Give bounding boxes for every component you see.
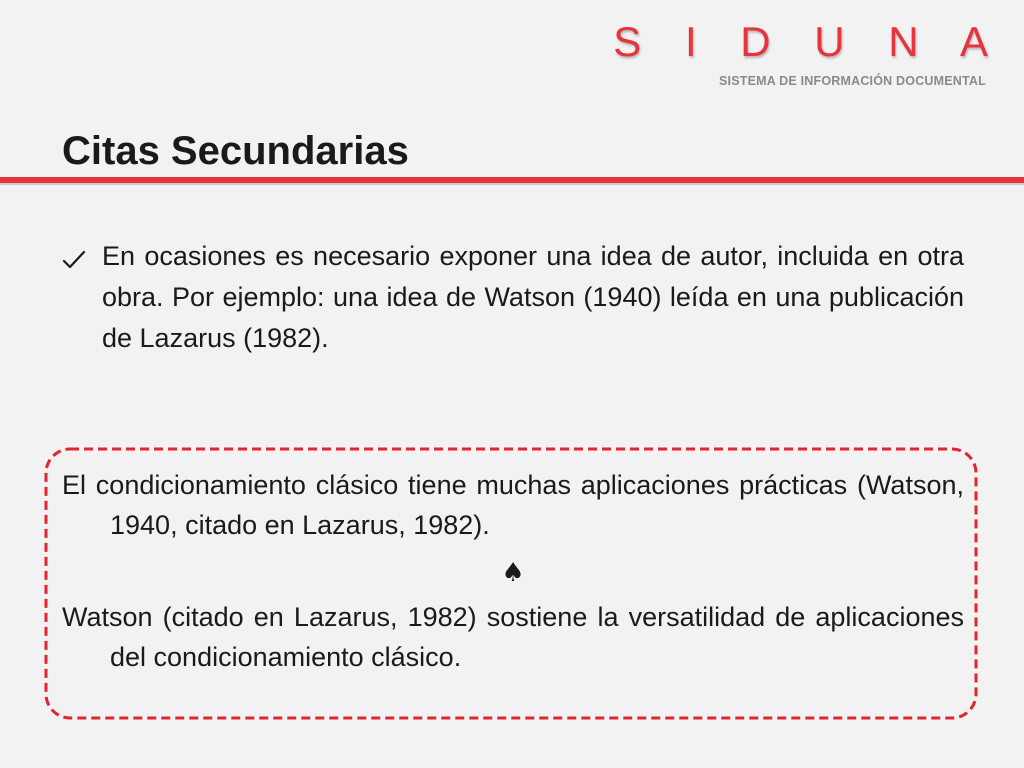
example-content (62, 465, 964, 677)
check-icon (62, 250, 86, 270)
example-paragraph-2: Watson (citado en Lazarus, 1982) sostiene la versatilidad de aplicaciones del condicionamiento clásico. (62, 602, 964, 672)
logo-wordmark: S I D U N A (613, 18, 1004, 65)
slide-title: Citas Secundarias (62, 129, 409, 173)
spade-icon: ♠ (501, 558, 525, 588)
logo-subtitle: SISTEMA DE INFORMACIÓN DOCUMENTAL (718, 74, 986, 88)
example-paragraph-1: El condicionamiento clásico tiene muchas aplicaciones prácticas (Watson, 1940, citado en Lazarus, 1982). (62, 470, 964, 540)
bullet-item (62, 236, 964, 359)
bullet-text: En ocasiones es necesario exponer una idea de autor, incluida en otra obra. Por ejemplo: una idea de Watson (1940) leída en una publicación de Lazarus (1982). (102, 241, 964, 353)
title-underline (0, 177, 1024, 185)
siduna-logo (613, 18, 1004, 88)
